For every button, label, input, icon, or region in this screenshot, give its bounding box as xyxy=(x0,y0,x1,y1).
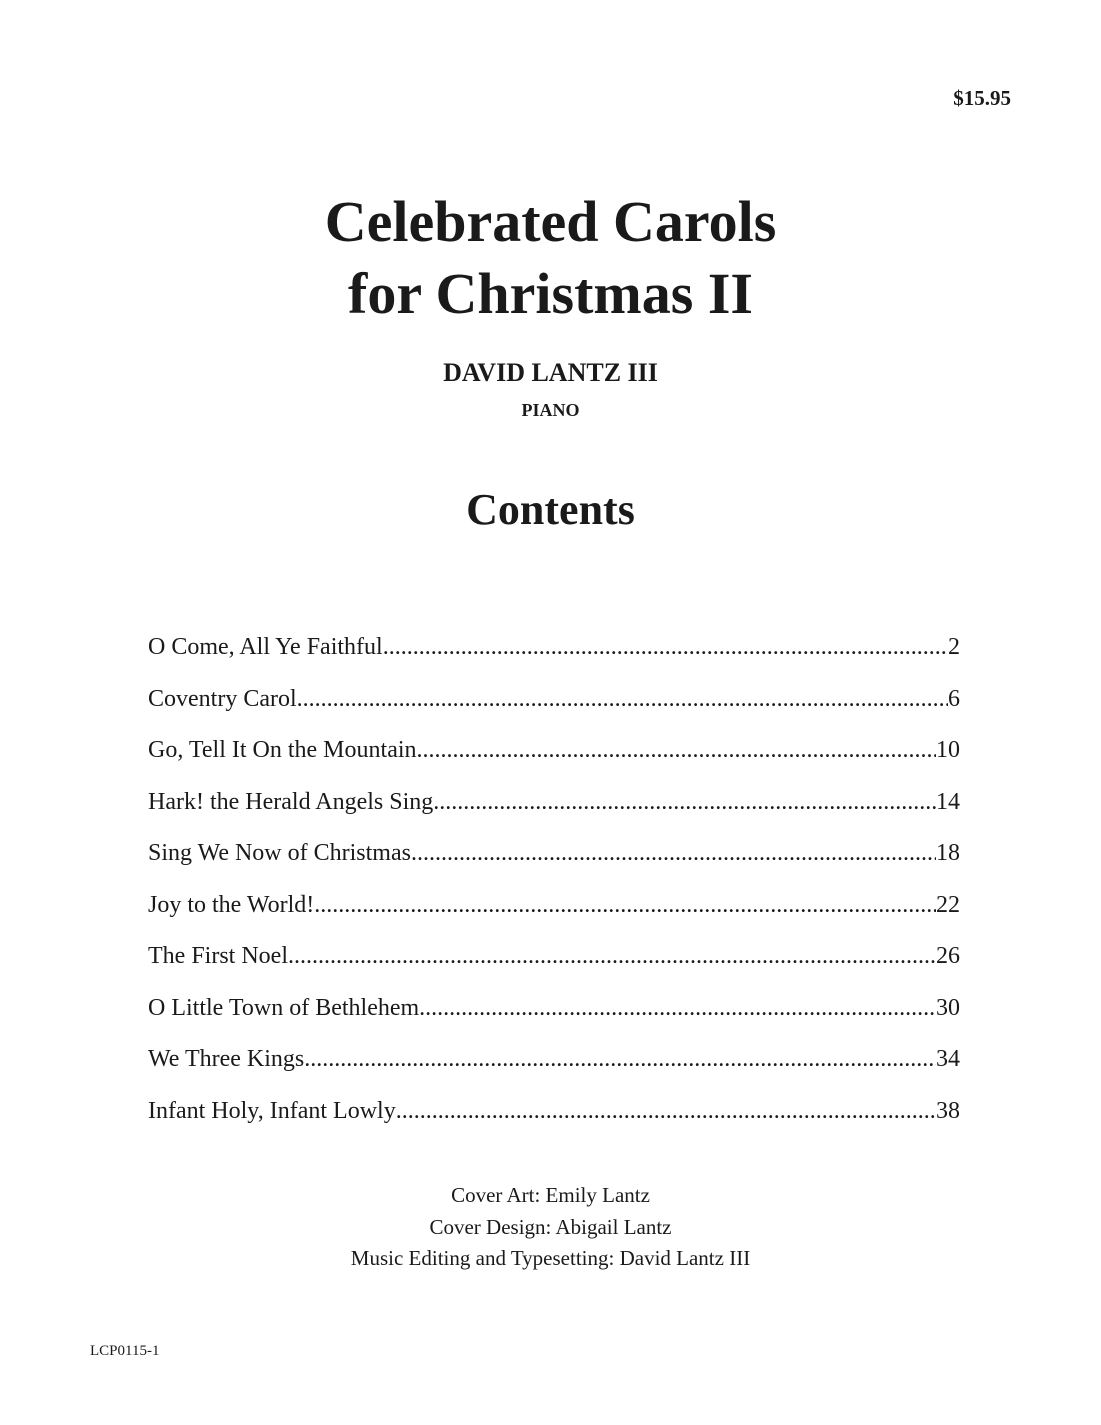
toc-entry-title: The First Noel xyxy=(148,943,288,969)
toc-entry xyxy=(148,634,960,686)
toc-leader-dots xyxy=(419,995,936,1022)
toc-entry xyxy=(148,1098,960,1150)
toc-entry-title: Infant Holy, Infant Lowly xyxy=(148,1097,396,1124)
instrument-label: PIANO xyxy=(521,400,580,420)
toc-entry-title: Joy to the World! xyxy=(148,891,315,918)
table-of-contents xyxy=(148,634,960,1149)
toc-entry-page: 14 xyxy=(936,788,960,815)
toc-entry xyxy=(148,686,960,738)
toc-entry-title: O Come, All Ye Faithful xyxy=(148,634,383,660)
toc-leader-dots xyxy=(297,686,948,713)
toc-leader-dots xyxy=(383,634,948,661)
toc-entry xyxy=(148,943,960,995)
book-title-line-2: for Christmas II xyxy=(348,261,753,326)
toc-entry-page: 18 xyxy=(936,840,960,866)
author-name: DAVID LANTZ III xyxy=(443,358,658,387)
toc-leader-dots xyxy=(417,737,936,764)
toc-entry xyxy=(148,892,960,944)
toc-entry-title: Coventry Carol xyxy=(148,685,297,712)
toc-entry-page: 10 xyxy=(936,737,960,763)
catalog-code: LCP0115-1 xyxy=(90,1343,160,1359)
book-title-line-1: Celebrated Carols xyxy=(324,189,777,254)
credit-cover-design: Cover Design: Abigail Lantz xyxy=(429,1214,672,1239)
toc-entry xyxy=(148,1046,960,1098)
price-label: $15.95 xyxy=(953,86,1011,110)
toc-entry-title: We Three Kings xyxy=(148,1046,305,1072)
toc-entry-title: Hark! the Herald Angels Sing xyxy=(148,788,434,815)
book-title xyxy=(0,186,1101,330)
toc-leader-dots xyxy=(288,943,936,970)
toc-entry xyxy=(148,789,960,841)
toc-entry-page: 34 xyxy=(936,1046,960,1072)
toc-leader-dots xyxy=(433,789,936,816)
toc-entry-page: 6 xyxy=(948,685,960,712)
toc-entry-page: 30 xyxy=(936,994,960,1021)
toc-entry-page: 2 xyxy=(948,634,960,660)
toc-entry-title: O Little Town of Bethlehem xyxy=(148,994,420,1021)
toc-leader-dots xyxy=(411,840,936,867)
credit-editing: Music Editing and Typesetting: David Lantz III xyxy=(350,1246,751,1270)
toc-entry xyxy=(148,737,960,789)
toc-entry xyxy=(148,840,960,892)
toc-entry-page: 22 xyxy=(936,891,960,918)
contents-heading: Contents xyxy=(466,485,635,534)
toc-entry-title: Sing We Now of Christmas xyxy=(148,840,411,866)
toc-leader-dots xyxy=(314,892,936,919)
toc-entry-page: 38 xyxy=(936,1097,960,1124)
toc-leader-dots xyxy=(304,1046,936,1073)
credit-cover-art: Cover Art: Emily Lantz xyxy=(451,1183,650,1207)
toc-leader-dots xyxy=(396,1098,936,1125)
toc-entry-page: 26 xyxy=(936,943,960,969)
credits xyxy=(0,1180,1101,1275)
toc-entry-title: Go, Tell It On the Mountain xyxy=(148,737,417,763)
toc-entry xyxy=(148,995,960,1047)
